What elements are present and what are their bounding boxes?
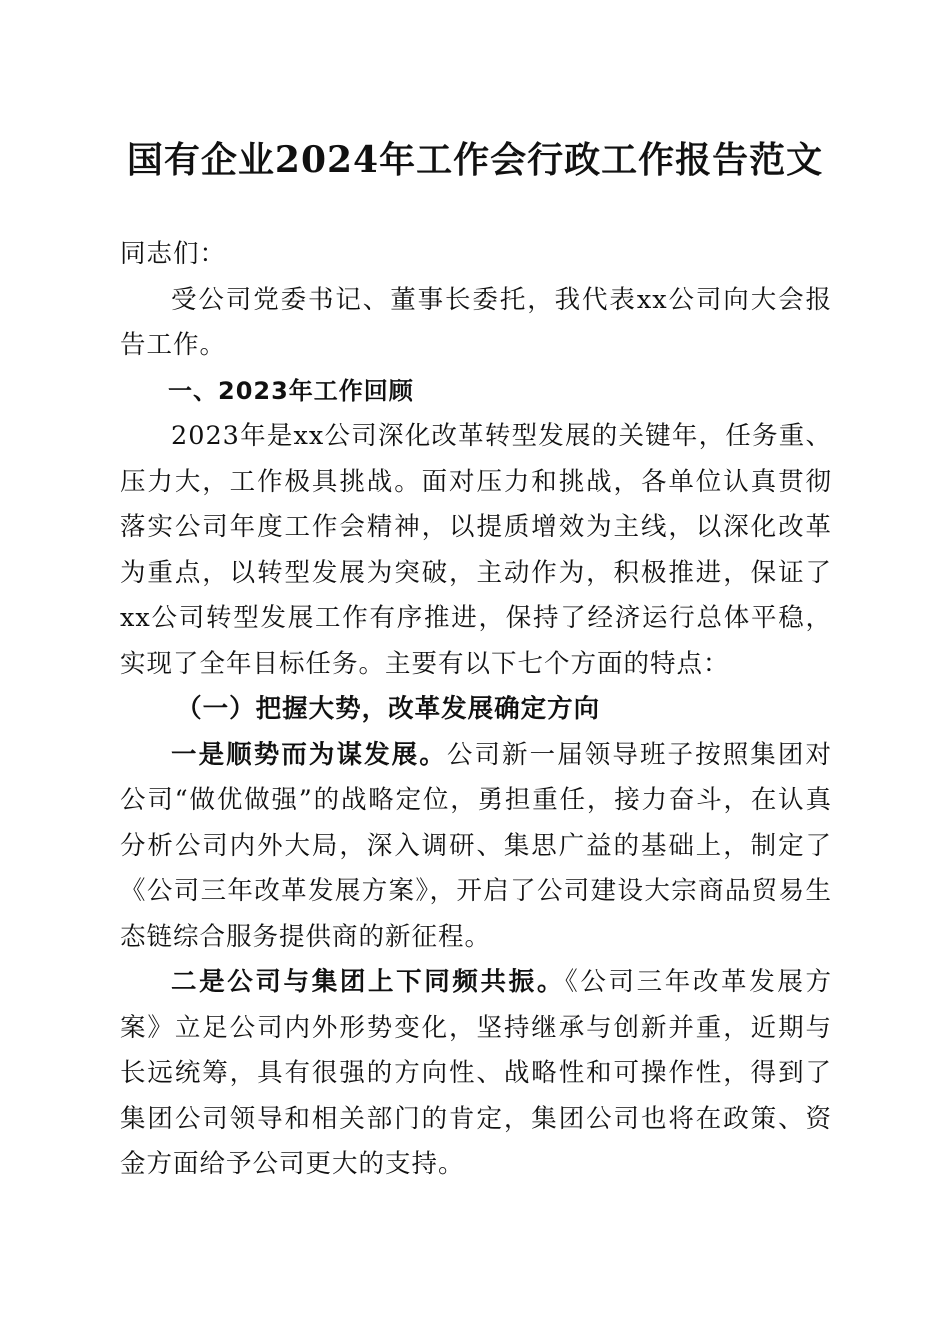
- point-2-paragraph: [120, 960, 832, 1188]
- salutation: 同志们：: [120, 239, 227, 269]
- section-1-paragraph: 2023年是xx公司深化改革转型发展的关键年，任务重、压力大，工作极具挑战。面对压力和挑战，各单位认真贯彻落实公司年度工作会精神，以提质增效为主线，以深化改革为重点，以转型发展为突破，主动作为，积极推进，保证了xx公司转型发展工作有序推进，保持了经济运行总体平稳，实现了全年目标任务。主要有以下七个方面的特点：: [120, 421, 832, 679]
- intro-paragraph: 受公司党委书记、董事长委托，我代表xx公司向大会报告工作。: [120, 284, 832, 360]
- point-1-body: 公司新一届领导班子按照集团对公司“做优做强”的战略定位，勇担重任，接力奋斗，在认真分析公司内外大局，深入调研、集思广益的基础上，制定了《公司三年改革发展方案》，开启了公司建设大宗商品贸易生态链综合服务提供商的新征程。: [120, 739, 832, 952]
- document-title: 国有企业2024年工作会行政工作报告范文: [126, 139, 824, 181]
- point-2-lead: 二是公司与集团上下同频共振。: [171, 967, 565, 997]
- document-body: [120, 232, 832, 1188]
- section-heading-1: 一、2023年工作回顾: [168, 376, 414, 405]
- point-1-paragraph: [120, 733, 832, 961]
- point-1-lead: 一是顺势而为谋发展。: [171, 739, 447, 770]
- point-2-body: 《公司三年改革发展方案》立足公司内外形势变化，坚持继承与创新并重，近期与长远统筹，具有很强的方向性、战略性和可操作性，得到了集团公司领导和相关部门的肯定，集团公司也将在政策、资金方面给予公司更大的支持。: [120, 967, 832, 1179]
- subsection-heading-1: （一）把握大势，改革发展确定方向: [176, 694, 601, 724]
